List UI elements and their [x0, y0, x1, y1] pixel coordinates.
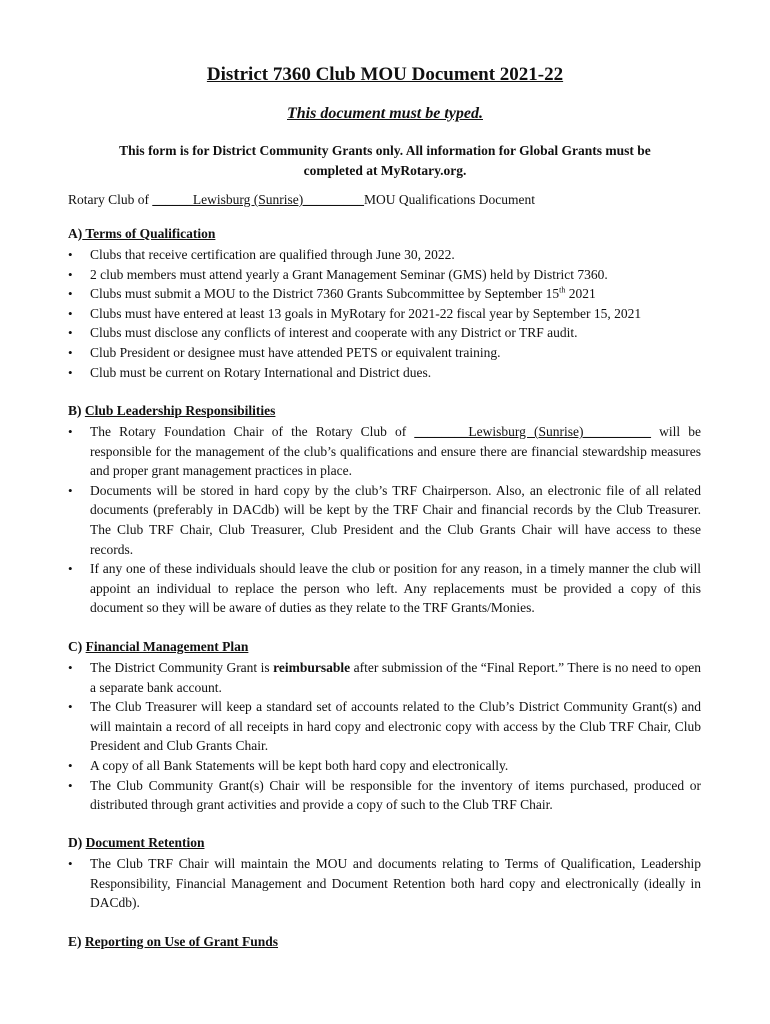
rotary-club-name-field[interactable]: ________Lewisburg (Sunrise)__________ — [414, 424, 651, 439]
section-d-heading — [68, 835, 204, 851]
section-c-heading — [68, 639, 248, 655]
section-b-list — [68, 422, 701, 618]
section-d-list — [68, 854, 701, 913]
section-c-letter: C) — [68, 639, 86, 654]
list-item: • Documents will be stored in hard copy by the club’s TRF Chairperson. Also, an electronic file of all related documents (preferably in DACdb) will be kept by the TRF Chair and financial records by the Club Treasurer. The Club TRF Chair, Club Treasurer, Club President and the Club Grants Chair will have access to these records. — [68, 482, 701, 557]
bullet-icon: • — [68, 364, 73, 380]
section-c-title: Financial Management Plan — [85, 639, 249, 654]
list-item: • If any one of these individuals should leave the club or position for any reason, in a timely manner the club will appoint an individual to replace the person who left. Any replacements must be provided a copy of this document so they will be aware of duties as they relate to the TRF Grants/Monies. — [68, 561, 701, 616]
list-item: • 2 club members must attend yearly a Grant Management Seminar (GMS) held by District 7360. — [68, 265, 701, 285]
bullet-icon: • — [68, 247, 73, 262]
list-item: • The Club Community Grant(s) Chair will be responsible for the inventory of items purchased, produced or distributed through grant activities and provide a copy of such to the Club TRF Chair. — [68, 777, 701, 813]
bullet-icon: • — [68, 424, 73, 439]
bullet-icon: • — [68, 482, 73, 498]
club-line-prefix: Rotary Club of — [68, 192, 153, 207]
section-e-title: Reporting on Use of Grant Funds — [84, 934, 279, 949]
section-b-heading — [68, 403, 275, 419]
bullet-icon: • — [68, 757, 73, 773]
bullet-icon: • — [68, 286, 73, 302]
section-d-title: Document Retention — [85, 835, 205, 850]
section-a-heading — [68, 226, 215, 242]
list-item: • Club President or designee must have attended PETS or equivalent training. — [68, 343, 701, 363]
bullet-icon: • — [68, 699, 73, 715]
list-item: • Clubs that receive certification are qualified through June 30, 2022. — [68, 245, 701, 265]
section-b-title: Club Leadership Responsibilities — [84, 403, 276, 418]
section-a-list — [68, 245, 701, 382]
bullet-icon: • — [68, 856, 73, 871]
bullet-icon: • — [68, 266, 73, 282]
section-d-letter: D) — [68, 835, 86, 850]
bullet-icon: • — [68, 660, 73, 675]
list-item: • The Rotary Foundation Chair of the Rotary Club of ________Lewisburg (Sunrise)__________ will be responsible for the management of the club’s qualifications and ensure there are financial stewardship measures and proper grant management practices in place. — [68, 424, 701, 479]
section-a-letter: A) — [68, 226, 83, 241]
section-b-letter: B) — [68, 403, 85, 418]
list-item: • The District Community Grant is reimbursable after submission of the “Final Report.” There is no need to open a separate bank account. — [68, 660, 702, 695]
section-a-title: Terms of Qualification — [82, 226, 216, 241]
list-item: • A copy of all Bank Statements will be kept both hard copy and electronically. — [68, 756, 701, 776]
list-item: • Clubs must submit a MOU to the District 7360 Grants Subcommittee by September 15th 2021 — [68, 284, 701, 304]
section-e-letter: E) — [68, 934, 85, 949]
list-item: • The Club Treasurer will keep a standard set of accounts related to the Club’s District Community Grant(s) and will maintain a record of all receipts in hard copy and electronic copy with access by the Club TRF Chair, Club President and Club Grants Chair. — [68, 699, 701, 754]
section-e-heading — [68, 934, 278, 950]
bullet-icon: • — [68, 344, 73, 360]
list-item: • Clubs must disclose any conflicts of interest and cooperate with any District or TRF audit. — [68, 323, 701, 343]
grant-notice: This form is for District Community Grants only. All information for Global Grants must be completed at MyRotary.org. — [119, 143, 651, 178]
section-c-list — [68, 658, 701, 815]
list-item: • Club must be current on Rotary International and District dues. — [68, 363, 701, 383]
document-title: District 7360 Club MOU Document 2021-22 — [206, 64, 564, 85]
list-item: • The Club TRF Chair will maintain the MOU and documents relating to Terms of Qualification, Leadership Responsibility, Financial Management and Document Retention both hard copy and electronically (ideally in DACdb). — [68, 856, 701, 911]
bullet-icon: • — [68, 325, 73, 341]
bullet-icon: • — [68, 305, 73, 321]
bullet-icon: • — [68, 561, 73, 577]
club-line — [68, 192, 535, 208]
reimbursable-emphasis: reimbursable — [273, 660, 351, 675]
list-item: • Clubs must have entered at least 13 goals in MyRotary for 2021-22 fiscal year by September 15, 2021 — [68, 304, 701, 324]
bullet-icon: • — [68, 777, 73, 793]
club-name-field[interactable]: ______Lewisburg (Sunrise)_________ — [152, 192, 364, 207]
document-subtitle: This document must be typed. — [287, 105, 483, 122]
club-line-suffix: MOU Qualifications Document — [364, 192, 535, 207]
